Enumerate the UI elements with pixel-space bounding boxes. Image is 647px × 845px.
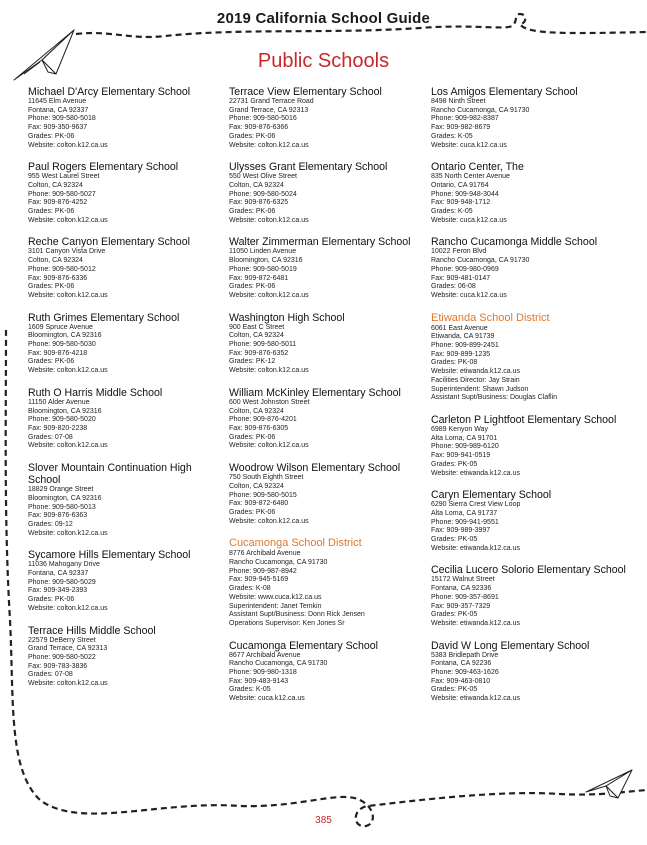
district-entry [431, 312, 629, 403]
entry-detail-line: Grades: PK-06 [229, 508, 276, 516]
entry-detail-line: Phone: 909-989-6120 [431, 443, 499, 451]
entry-detail-line: Grades: PK-12 [229, 358, 276, 366]
entry-detail-line: Colton, CA 92324 [229, 181, 284, 189]
school-name: Ulysses Grant Elementary School [229, 161, 388, 174]
entry-detail-line: 1609 Spruce Avenue [28, 323, 93, 331]
entry-detail-line: Superintendent: Janet Temkin [229, 602, 322, 610]
entry-detail-line: Grades: PK-06 [28, 208, 75, 216]
entry-detail-line: Grades: PK-08 [431, 359, 478, 367]
entry-detail-line: Phone: 909-948-3044 [431, 190, 499, 198]
entry-detail-line: Phone: 909-980-1318 [229, 669, 297, 677]
school-name: David W Long Elementary School [431, 639, 590, 652]
entry-detail-line: Phone: 909-580-5011 [229, 341, 297, 349]
entry-detail-line: Grades: PK-06 [229, 132, 276, 140]
entry-detail-line: Fax: 909-876-6363 [28, 512, 88, 520]
school-entry [431, 489, 629, 553]
entry-detail-line: Bloomington, CA 92316 [28, 407, 102, 415]
entry-detail-line: Grades: PK-05 [431, 536, 478, 544]
school-entry [431, 564, 629, 628]
entry-detail-line: Website: colton.k12.ca.us [28, 529, 108, 537]
entry-detail-line: Grades: PK-06 [229, 208, 276, 216]
entry-detail-line: Phone: 909-580-5020 [28, 416, 96, 424]
entry-detail-line: 955 West Laurel Street [28, 173, 100, 181]
entry-detail-line: 11036 Mahogany Drive [28, 561, 100, 569]
district-name: Cucamonga School District [229, 537, 362, 550]
entry-detail-line: Grades: K-05 [229, 686, 271, 694]
entry-detail-line: Grades: PK-05 [431, 611, 478, 619]
entry-detail-line: Fax: 909-948-1712 [431, 199, 491, 207]
entry-detail-line: Website: cuca.k12.ca.us [229, 695, 305, 703]
entry-detail-line: Website: colton.k12.ca.us [28, 604, 108, 612]
school-entry [28, 625, 226, 689]
entry-detail-line: Website: colton.k12.ca.us [28, 680, 108, 688]
entry-detail-line: Etiwanda, CA 91739 [431, 333, 495, 341]
school-name: Michael D'Arcy Elementary School [28, 86, 191, 98]
entry-detail-line: Grand Terrace, CA 92313 [229, 106, 309, 114]
school-name: Cucamonga Elementary School [229, 639, 378, 652]
entry-detail-line: Colton, CA 92324 [28, 181, 83, 189]
entry-detail-line: 11150 Alder Avenue [28, 398, 90, 406]
entry-detail-line: Website: etiwanda.k12.ca.us [431, 469, 520, 477]
entry-detail-line: Website: colton.k12.ca.us [229, 442, 309, 450]
entry-detail-line: Phone: 909-580-5016 [229, 115, 297, 123]
entry-detail-line: Bloomington, CA 92316 [28, 494, 102, 502]
entry-detail-line: Phone: 909-982-8387 [431, 115, 499, 123]
school-entry [28, 236, 226, 300]
entry-detail-line: Bloomington, CA 92316 [229, 257, 303, 265]
entry-detail-line: Rancho Cucamonga, CA 91730 [431, 257, 530, 265]
entry-detail-line: Operations Supervisor: Ken Jones Sr [229, 619, 345, 627]
school-name: Ruth O Harris Middle School [28, 386, 163, 399]
entry-detail-line: Phone: 909-580-5030 [28, 341, 96, 349]
entry-detail-line: Phone: 909-580-5022 [28, 653, 96, 661]
entry-detail-line: Phone: 909-580-5015 [229, 491, 297, 499]
entry-detail-line: Colton, CA 92324 [229, 482, 284, 490]
entry-detail-line: Phone: 909-463-1626 [431, 669, 499, 677]
entry-detail-line: Fax: 909-876-4218 [28, 349, 88, 357]
entry-detail-line: 11645 Elm Avenue [28, 98, 87, 105]
entry-detail-line: Fax: 909-357-7329 [431, 602, 491, 610]
entry-detail-line: Fax: 909-876-6305 [229, 424, 289, 432]
entry-detail-line: Phone: 909-580-5029 [28, 578, 96, 586]
entry-detail-line: Colton, CA 92324 [229, 407, 284, 415]
school-entry [431, 86, 629, 150]
entry-detail-line: Bloomington, CA 92316 [28, 332, 102, 340]
entry-detail-line: Website: cuca.k12.ca.us [431, 141, 507, 149]
entry-detail-line: Grades: 09-12 [28, 520, 73, 528]
entry-detail-line: 5383 Bridlepath Drive [431, 651, 499, 659]
entry-detail-line: Fax: 909-876-6366 [229, 124, 289, 132]
entry-detail-line: Fontana, CA 92337 [28, 106, 89, 114]
entry-detail-line: Fax: 909-872-6481 [229, 274, 289, 282]
entry-detail-line: Fax: 909-989-3997 [431, 527, 491, 535]
entry-detail-line: Grades: K-08 [229, 585, 271, 593]
school-entry [28, 312, 226, 376]
school-name: Caryn Elementary School [431, 489, 552, 502]
entry-detail-line: Phone: 909-357-8691 [431, 593, 499, 601]
school-entry [28, 549, 226, 613]
entry-detail-line: Grades: K-05 [431, 132, 473, 140]
entry-detail-line: Website: etiwanda.k12.ca.us [431, 619, 520, 627]
school-entry [229, 236, 427, 300]
entry-detail-line: Fontana, CA 92236 [431, 660, 492, 668]
entry-detail-line: Fax: 909-899-1235 [431, 350, 491, 358]
school-entry [229, 387, 427, 451]
entry-detail-line: 18829 Orange Street [28, 486, 94, 494]
entry-detail-line: Facilities Director: Jay Strain [431, 376, 520, 384]
entry-detail-line: Website: colton.k12.ca.us [28, 291, 108, 299]
entry-detail-line: Fontana, CA 92337 [28, 570, 89, 578]
entry-detail-line: Grades: PK-05 [431, 686, 478, 694]
entry-detail-line: 3101 Canyon Vista Drive [28, 248, 106, 256]
page-number: 385 [315, 815, 332, 826]
entry-detail-line: Website: etiwanda.k12.ca.us [431, 695, 520, 703]
column-1 [28, 86, 226, 700]
entry-detail-line: Colton, CA 92324 [28, 257, 83, 265]
entry-detail-line: Assistant Supt/Business: Donn Rick Jensen [229, 611, 365, 619]
school-name: Ruth Grimes Elementary School [28, 311, 180, 324]
entry-detail-line: Website: colton.k12.ca.us [229, 291, 309, 299]
entry-detail-line: Phone: 909-580-5024 [229, 190, 297, 198]
entry-detail-line: Fax: 909-941-0519 [431, 452, 491, 460]
entry-detail-line: Fax: 909-982-8679 [431, 124, 491, 132]
entry-detail-line: Fax: 909-876-4252 [28, 199, 88, 207]
entry-detail-line: Phone: 909-876-4201 [229, 416, 297, 424]
entry-detail-line: Phone: 909-580-5019 [229, 265, 297, 273]
entry-detail-line: 8776 Archibald Avenue [229, 550, 301, 558]
entry-detail-line: Fax: 909-820-2238 [28, 424, 88, 432]
entry-detail-line: 8677 Archibald Avenue [229, 651, 301, 659]
entry-detail-line: Fax: 909-349-2393 [28, 587, 88, 595]
entry-detail-line: Phone: 909-899-2451 [431, 342, 499, 350]
entry-detail-line: Website: colton.k12.ca.us [229, 367, 309, 375]
entry-detail-line: Fax: 909-876-6336 [28, 274, 88, 282]
school-name: Ontario Center, The [431, 161, 524, 174]
school-name: Terrace View Elementary School [229, 86, 382, 98]
entry-detail-line: 22579 DeBerry Street [28, 636, 96, 644]
entry-detail-line: Grades: PK-06 [28, 358, 75, 366]
section-title: Public Schools [257, 50, 390, 72]
entry-detail-line: Rancho Cucamonga, CA 91730 [229, 559, 328, 567]
school-name: Terrace Hills Middle School [28, 624, 156, 637]
entry-detail-line: Website: etiwanda.k12.ca.us [431, 544, 520, 552]
entry-detail-line: Assistant Supt/Business: Douglas Claflin [431, 394, 558, 402]
school-name: Sycamore Hills Elementary School [28, 549, 191, 562]
school-name: Carleton P Lightfoot Elementary School [431, 413, 617, 426]
entry-detail-line: Alta Loma, CA 91701 [431, 434, 498, 442]
district-name: Etiwanda School District [431, 311, 550, 324]
entry-detail-line: Rancho Cucamonga, CA 91730 [229, 660, 328, 668]
entry-detail-line: Grades: PK-06 [229, 433, 276, 441]
entry-detail-line: Grades: 06-08 [431, 283, 476, 291]
school-name: Reche Canyon Elementary School [28, 236, 190, 249]
entry-detail-line: Phone: 909-580-5012 [28, 265, 96, 273]
entry-detail-line: Website: colton.k12.ca.us [28, 442, 108, 450]
column-2 [229, 86, 427, 715]
entry-detail-line: 10022 Feron Blvd [431, 248, 487, 256]
page-header: 2019 California School Guide [216, 10, 431, 27]
school-entry [28, 387, 226, 451]
entry-detail-line: Fax: 909-876-6352 [229, 349, 289, 357]
entry-detail-line: Fax: 909-872-6480 [229, 500, 289, 508]
entry-detail-line: Grand Terrace, CA 92313 [28, 645, 108, 653]
entry-detail-line: Phone: 909-980-0969 [431, 265, 499, 273]
entry-detail-line: Grades: PK-06 [28, 596, 75, 604]
entry-detail-line: 8498 Ninth Street [431, 98, 486, 105]
entry-detail-line: Grades: PK-06 [28, 132, 75, 140]
entry-detail-line: Phone: 909-987-8942 [229, 567, 297, 575]
entry-detail-line: 6290 Sierra Crest View Loop [431, 501, 521, 509]
school-entry [229, 161, 427, 225]
entry-detail-line: Alta Loma, CA 91737 [431, 509, 498, 517]
school-name: Washington High School [229, 311, 345, 324]
entry-detail-line: Fax: 909-483-9143 [229, 677, 289, 685]
school-entry [431, 640, 629, 704]
district-entry [229, 537, 427, 628]
entry-detail-line: 900 East C Street [229, 323, 285, 331]
entry-detail-line: Phone: 909-580-5013 [28, 503, 96, 511]
entry-detail-line: Website: cuca.k12.ca.us [431, 216, 507, 224]
entry-detail-line: Website: colton.k12.ca.us [229, 216, 309, 224]
entry-detail-line: Fontana, CA 92336 [431, 585, 492, 593]
entry-detail-line: Phone: 909-941-9551 [431, 518, 499, 526]
entry-detail-line: Website: www.cuca.k12.ca.us [229, 593, 322, 601]
school-entry [229, 312, 427, 376]
entry-detail-line: Colton, CA 92324 [229, 332, 284, 340]
entry-detail-line: Website: colton.k12.ca.us [28, 141, 108, 149]
school-entry [229, 462, 427, 526]
school-entry [431, 414, 629, 478]
school-name: William McKinley Elementary School [229, 386, 401, 399]
entry-detail-line: Fax: 909-783-3836 [28, 662, 88, 670]
school-name: Walter Zimmerman Elementary School [229, 236, 411, 249]
school-entry [28, 462, 226, 538]
entry-detail-line: 600 West Johnston Street [229, 398, 310, 406]
entry-detail-line: Grades: PK-06 [28, 283, 75, 291]
entry-detail-line: Grades: PK-06 [229, 283, 276, 291]
entry-detail-line: Phone: 909-580-5018 [28, 115, 96, 123]
school-entry [28, 86, 226, 150]
column-3 [431, 86, 629, 715]
entry-detail-line: Superintendent: Shawn Judson [431, 385, 529, 393]
entry-detail-line: Phone: 909-580-5027 [28, 190, 96, 198]
entry-detail-line: 15172 Walnut Street [431, 576, 495, 584]
school-entry [431, 161, 629, 225]
school-name: Slover Mountain Continuation High School [28, 462, 192, 487]
entry-detail-line: Fax: 909-876-6325 [229, 199, 289, 207]
school-name: Rancho Cucamonga Middle School [431, 236, 598, 249]
entry-detail-line: Ontario, CA 91764 [431, 181, 489, 189]
entry-detail-line: 6989 Kenyon Way [431, 425, 488, 433]
entry-detail-line: Website: colton.k12.ca.us [28, 367, 108, 375]
entry-detail-line: Grades: K-05 [431, 208, 473, 216]
entry-detail-line: 550 West Olive Street [229, 173, 297, 181]
school-name: Los Amigos Elementary School [431, 86, 578, 98]
entry-detail-line: Website: etiwanda.k12.ca.us [431, 368, 520, 376]
entry-detail-line: Grades: 07-08 [28, 433, 73, 441]
school-name: Paul Rogers Elementary School [28, 161, 179, 174]
entry-detail-line: 835 North Center Avenue [431, 173, 510, 181]
entry-detail-line: Website: colton.k12.ca.us [229, 517, 309, 525]
school-entry [229, 640, 427, 704]
school-entry [229, 86, 427, 150]
entry-detail-line: 750 South Eighth Street [229, 474, 304, 482]
entry-detail-line: Website: cuca.k12.ca.us [431, 291, 507, 299]
entry-detail-line: Website: colton.k12.ca.us [229, 141, 309, 149]
school-name: Woodrow Wilson Elementary School [229, 462, 401, 475]
school-entry [28, 161, 226, 225]
entry-detail-line: 22731 Grand Terrace Road [229, 98, 314, 105]
entry-detail-line: 6061 East Avenue [431, 324, 488, 332]
entry-detail-line: Grades: PK-05 [431, 460, 478, 468]
school-name: Cecilia Lucero Solorio Elementary School [431, 564, 626, 577]
school-entry [431, 236, 629, 300]
entry-detail-line: Fax: 909-481-0147 [431, 274, 491, 282]
entry-detail-line: Rancho Cucamonga, CA 91730 [431, 106, 530, 114]
entry-detail-line: Grades: 07-08 [28, 671, 73, 679]
entry-detail-line: Fax: 909-945-5169 [229, 576, 289, 584]
entry-detail-line: Website: colton.k12.ca.us [28, 216, 108, 224]
entry-detail-line: 11050 Linden Avenue [229, 248, 297, 256]
entry-detail-line: Fax: 909-350-9637 [28, 124, 88, 132]
entry-detail-line: Fax: 909-463-0810 [431, 677, 491, 685]
